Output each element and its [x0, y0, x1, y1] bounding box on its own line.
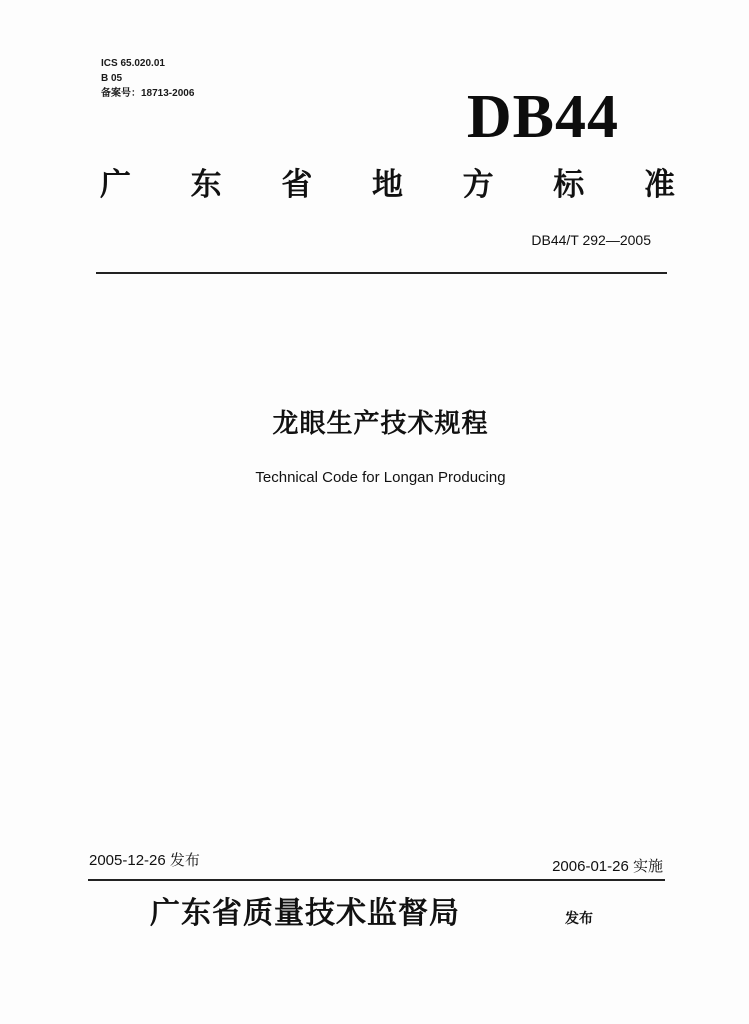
classification-block [101, 56, 194, 101]
ics-code: ICS 65.020.01 [101, 58, 165, 69]
standard-type-heading [100, 163, 675, 207]
document-title-english: Technical Code for Longan Producing [255, 469, 506, 486]
ccs-code: B 05 [101, 73, 123, 84]
issuing-action: 发布 [565, 911, 593, 927]
standard-type-char: 准 [643, 167, 675, 203]
standard-code-mark: DB44 [466, 83, 619, 151]
implementation-date: 2006-01-26 实施 [552, 858, 663, 875]
header-divider [96, 272, 667, 274]
document-title-chinese: 龙眼生产技术规程 [272, 409, 489, 439]
filing-number: 备案号：18713-2006 [101, 88, 195, 99]
standard-type-char: 方 [462, 167, 494, 203]
issue-date: 2005-12-26 发布 [89, 852, 200, 869]
standard-type-char: 广 [100, 167, 131, 203]
standard-type-char: 地 [371, 167, 403, 203]
footer-divider [88, 879, 665, 881]
standard-type-char: 东 [190, 167, 222, 203]
issuing-authority: 广东省质量技术监督局 [150, 896, 460, 931]
standard-number: DB44/T 292—2005 [531, 232, 651, 248]
standard-type-char: 省 [281, 167, 313, 203]
standard-type-char: 标 [553, 167, 585, 203]
